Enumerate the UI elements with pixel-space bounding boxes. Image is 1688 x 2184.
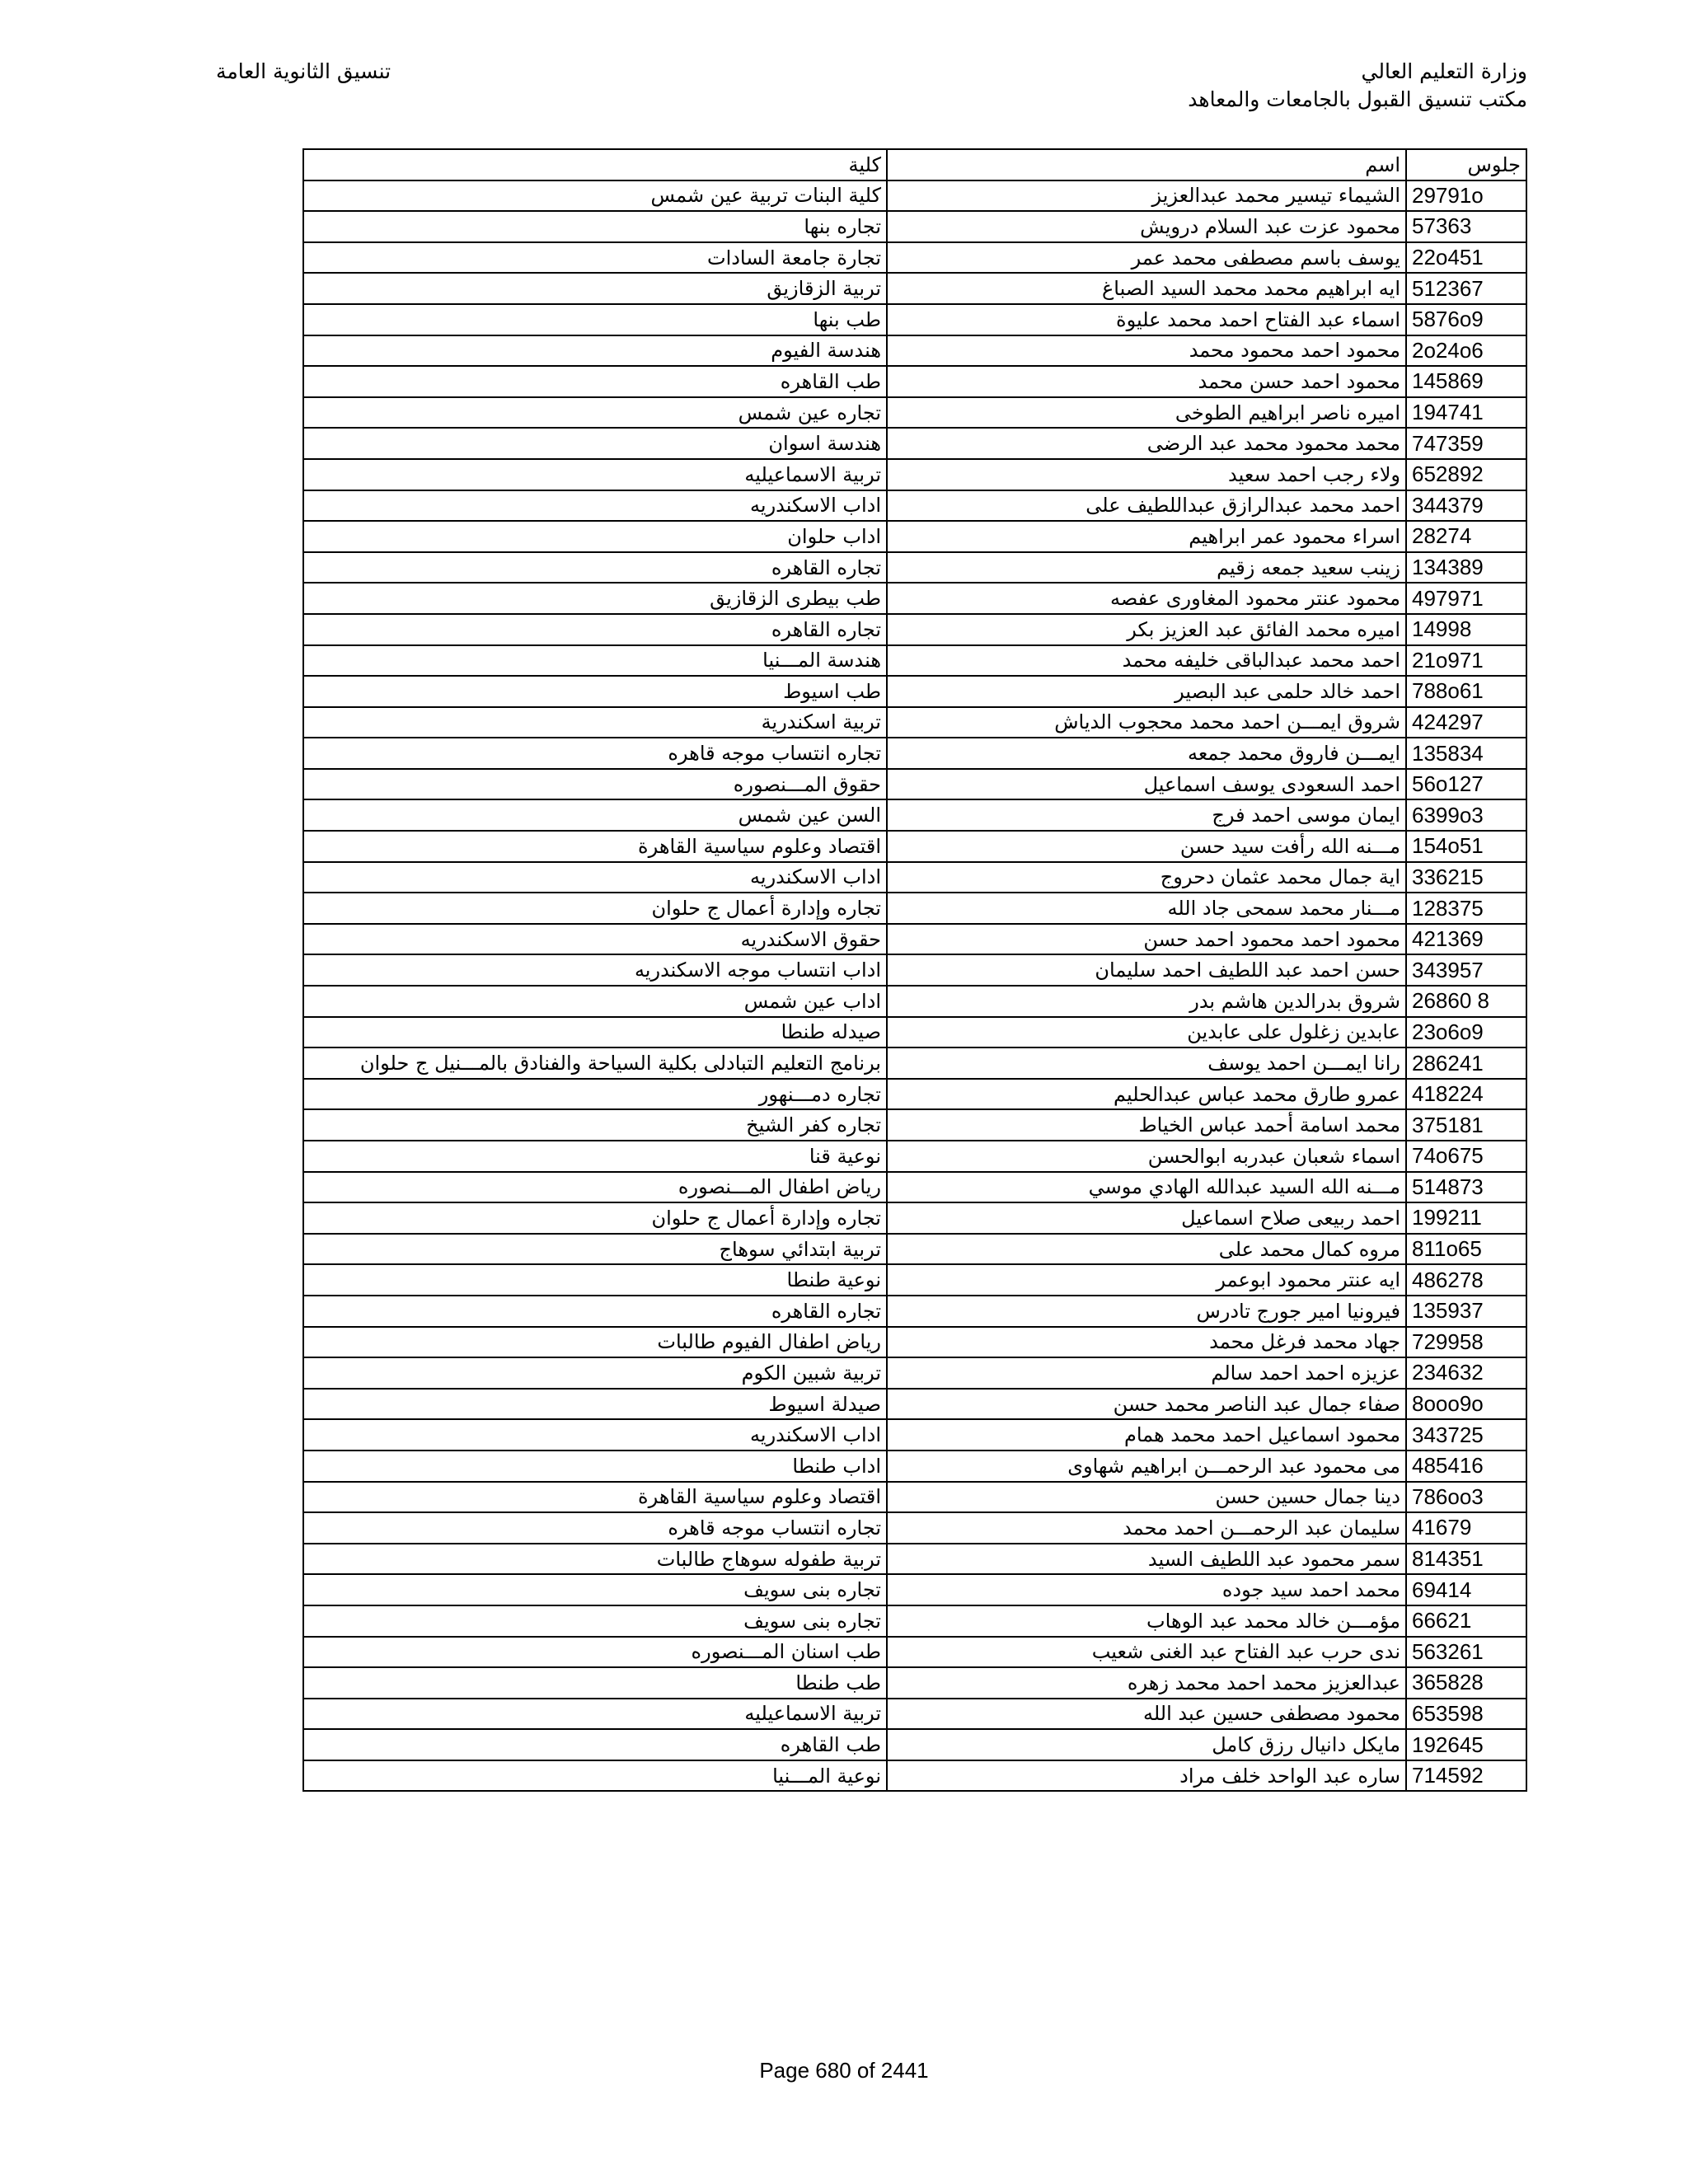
table-row xyxy=(303,397,1526,429)
student-name-cell: مروه كمال محمد على xyxy=(887,1234,1406,1265)
faculty-cell: تجارة جامعة السادات xyxy=(303,242,887,274)
seat-number-cell: 336215 xyxy=(1406,862,1526,893)
seat-number-cell: 26860 8 xyxy=(1406,986,1526,1017)
seat-number-cell: 192645 xyxy=(1406,1729,1526,1760)
seat-number-cell: 234632 xyxy=(1406,1357,1526,1389)
student-name-cell: ايمان موسى احمد فرج xyxy=(887,799,1406,831)
table-row xyxy=(303,521,1526,552)
seat-number-cell: 514873 xyxy=(1406,1172,1526,1203)
student-name-cell: ايه عنتر محمود ابوعمر xyxy=(887,1264,1406,1296)
faculty-cell: اداب انتساب موجه الاسكندريه xyxy=(303,954,887,986)
student-name-cell: محمود احمد محمود احمد حسن xyxy=(887,924,1406,955)
faculty-cell: تجاره كفر الشيخ xyxy=(303,1109,887,1141)
student-name-cell: محمود احمد حسن محمد xyxy=(887,366,1406,397)
student-name-cell: اسماء شعبان عبدربه ابوالحسن xyxy=(887,1141,1406,1172)
faculty-cell: تربية شبين الكوم xyxy=(303,1357,887,1389)
student-name-cell: عزيزه احمد احمد سالم xyxy=(887,1357,1406,1389)
table-row xyxy=(303,1172,1526,1203)
seat-number-cell: 418224 xyxy=(1406,1079,1526,1110)
seat-number-cell: 2o24o6 xyxy=(1406,335,1526,367)
faculty-cell: طب اسيوط xyxy=(303,676,887,707)
seat-number-cell: 653598 xyxy=(1406,1699,1526,1730)
table-row xyxy=(303,1047,1526,1079)
seat-number-cell: 128375 xyxy=(1406,893,1526,924)
student-name-cell: دينا جمال حسين حسن xyxy=(887,1482,1406,1513)
student-name-cell: جهاد محمد فرغل محمد xyxy=(887,1327,1406,1358)
table-row xyxy=(303,1482,1526,1513)
student-name-cell: مـــنار محمد سمحى جاد الله xyxy=(887,893,1406,924)
table-row xyxy=(303,428,1526,459)
table-row xyxy=(303,1667,1526,1699)
seat-number-cell: 135937 xyxy=(1406,1296,1526,1327)
table-row xyxy=(303,459,1526,490)
student-name-cell: فيرونيا امير جورج تادرس xyxy=(887,1296,1406,1327)
seat-number-cell: 486278 xyxy=(1406,1264,1526,1296)
faculty-cell: تربية الزقازيق xyxy=(303,273,887,304)
table-row xyxy=(303,1017,1526,1048)
faculty-cell: هندسة المـــنيا xyxy=(303,645,887,677)
seat-number-cell: 194741 xyxy=(1406,397,1526,429)
seat-number-cell: 5876o9 xyxy=(1406,304,1526,335)
faculty-cell: صيدله طنطا xyxy=(303,1017,887,1048)
table-row xyxy=(303,552,1526,583)
table-row xyxy=(303,1079,1526,1110)
table-row xyxy=(303,1729,1526,1760)
student-name-cell: سمر محمود عبد اللطيف السيد xyxy=(887,1544,1406,1575)
table-row xyxy=(303,862,1526,893)
faculty-cell: اقتصاد وعلوم سياسية القاهرة xyxy=(303,831,887,862)
seat-number-cell: 563261 xyxy=(1406,1637,1526,1668)
table-row xyxy=(303,738,1526,769)
student-name-cell: يوسف باسم مصطفى محمد عمر xyxy=(887,242,1406,274)
table-header-row xyxy=(303,149,1526,180)
faculty-cell: تجاره بنى سويف xyxy=(303,1574,887,1605)
seat-number-cell: 365828 xyxy=(1406,1667,1526,1699)
seat-number-cell: 41679 xyxy=(1406,1512,1526,1544)
table-row xyxy=(303,799,1526,831)
table-row xyxy=(303,304,1526,335)
faculty-cell: نوعية قنا xyxy=(303,1141,887,1172)
seat-number-cell: 343725 xyxy=(1406,1419,1526,1451)
faculty-cell: طب اسنان المـــنصوره xyxy=(303,1637,887,1668)
seat-number-cell: 421369 xyxy=(1406,924,1526,955)
seat-number-cell: 8ooo9o xyxy=(1406,1389,1526,1420)
faculty-cell: اداب حلوان xyxy=(303,521,887,552)
seat-number-cell: 66621 xyxy=(1406,1605,1526,1637)
office-name: مكتب تنسيق القبول بالجامعات والمعاهد xyxy=(1188,87,1527,111)
student-name-cell: ساره عبد الواحد خلف مراد xyxy=(887,1760,1406,1792)
faculty-cell: تجاره بنى سويف xyxy=(303,1605,887,1637)
table-row xyxy=(303,273,1526,304)
table-row xyxy=(303,986,1526,1017)
student-name-cell: شروق بدرالدين هاشم بدر xyxy=(887,986,1406,1017)
seat-number-cell: 375181 xyxy=(1406,1109,1526,1141)
seat-number-cell: 344379 xyxy=(1406,490,1526,522)
table-row xyxy=(303,1637,1526,1668)
faculty-cell: طب بنها xyxy=(303,304,887,335)
seat-number-cell: 747359 xyxy=(1406,428,1526,459)
seat-number-cell: 22o451 xyxy=(1406,242,1526,274)
faculty-cell: تجاره انتساب موجه قاهره xyxy=(303,1512,887,1544)
table-row xyxy=(303,583,1526,614)
faculty-cell: طب طنطا xyxy=(303,1667,887,1699)
table-row xyxy=(303,1512,1526,1544)
faculty-cell: حقوق المـــنصوره xyxy=(303,769,887,800)
table-row xyxy=(303,1357,1526,1389)
seat-number-cell: 21o971 xyxy=(1406,645,1526,677)
faculty-cell: نوعية طنطا xyxy=(303,1264,887,1296)
seat-number-cell: 14998 xyxy=(1406,614,1526,645)
faculty-cell: تربية اسكندرية xyxy=(303,707,887,738)
seat-number-cell: 199211 xyxy=(1406,1202,1526,1234)
ministry-name: وزارة التعليم العالي xyxy=(1361,59,1527,83)
student-name-cell: احمد خالد حلمى عبد البصير xyxy=(887,676,1406,707)
faculty-cell: تجاره وإدارة أعمال ج حلوان xyxy=(303,1202,887,1234)
seat-number-cell: 28274 xyxy=(1406,521,1526,552)
seat-number-cell: 485416 xyxy=(1406,1451,1526,1482)
student-name-cell: حسن احمد عبد اللطيف احمد سليمان xyxy=(887,954,1406,986)
table-row xyxy=(303,893,1526,924)
student-name-cell: مؤمـــن خالد محمد عبد الوهاب xyxy=(887,1605,1406,1637)
seat-number-cell: 23o6o9 xyxy=(1406,1017,1526,1048)
student-name-cell: اسماء عبد الفتاح احمد محمد عليوة xyxy=(887,304,1406,335)
student-name-cell: محمد احمد سيد جوده xyxy=(887,1574,1406,1605)
table-row xyxy=(303,180,1526,212)
seat-number-cell: 714592 xyxy=(1406,1760,1526,1792)
table-row xyxy=(303,1296,1526,1327)
student-name-cell: مايكل دانيال رزق كامل xyxy=(887,1729,1406,1760)
table-row xyxy=(303,1234,1526,1265)
faculty-cell: تربية طفوله سوهاج طالبات xyxy=(303,1544,887,1575)
faculty-cell: تجاره عين شمس xyxy=(303,397,887,429)
student-name-cell: عمرو طارق محمد عباس عبدالحليم xyxy=(887,1079,1406,1110)
table-row xyxy=(303,1141,1526,1172)
coordination-header xyxy=(216,58,391,86)
faculty-cell: نوعية المـــنيا xyxy=(303,1760,887,1792)
seat-number-cell: 424297 xyxy=(1406,707,1526,738)
faculty-cell: برنامج التعليم التبادلى بكلية السياحة والفنادق بالمـــنيل ج حلوان xyxy=(303,1047,887,1079)
student-name-cell: رانا ايمـــن احمد يوسف xyxy=(887,1047,1406,1079)
student-name-cell: ندى حرب عبد الفتاح عبد الغنى شعيب xyxy=(887,1637,1406,1668)
student-name-cell: محمود اسماعيل احمد محمد همام xyxy=(887,1419,1406,1451)
seat-number-cell: 786oo3 xyxy=(1406,1482,1526,1513)
table-row xyxy=(303,242,1526,274)
student-name-cell: اميره محمد الفائق عبد العزيز بكر xyxy=(887,614,1406,645)
column-header-faculty: كلية xyxy=(303,149,887,180)
faculty-cell: كلية البنات تربية عين شمس xyxy=(303,180,887,212)
faculty-cell: تربية ابتدائي سوهاج xyxy=(303,1234,887,1265)
seat-number-cell: 811o65 xyxy=(1406,1234,1526,1265)
coordination-title: تنسيق الثانوية العامة xyxy=(216,59,392,83)
student-name-cell: مـــنه الله السيد عبدالله الهادي موسي xyxy=(887,1172,1406,1203)
student-name-cell: محمد محمود محمد عبد الرضى xyxy=(887,428,1406,459)
student-name-cell: ايه ابراهيم محمد محمد السيد الصباغ xyxy=(887,273,1406,304)
table-row xyxy=(303,366,1526,397)
faculty-cell: صيدلة اسيوط xyxy=(303,1389,887,1420)
table-row xyxy=(303,1699,1526,1730)
table-row xyxy=(303,614,1526,645)
student-name-cell: محمود عنتر محمود المغاورى عفصه xyxy=(887,583,1406,614)
student-name-cell: اية جمال محمد عثمان دحروج xyxy=(887,862,1406,893)
table-row xyxy=(303,1544,1526,1575)
faculty-cell: اداب الاسكندريه xyxy=(303,1419,887,1451)
table-row xyxy=(303,1419,1526,1451)
table-row xyxy=(303,1109,1526,1141)
table-row xyxy=(303,1264,1526,1296)
faculty-cell: اداب عين شمس xyxy=(303,986,887,1017)
student-name-cell: احمد السعودى يوسف اسماعيل xyxy=(887,769,1406,800)
student-name-cell: اسراء محمود عمر ابراهيم xyxy=(887,521,1406,552)
seat-number-cell: 154o51 xyxy=(1406,831,1526,862)
table-row xyxy=(303,924,1526,955)
seat-number-cell: 652892 xyxy=(1406,459,1526,490)
student-name-cell: احمد ربيعى صلاح اسماعيل xyxy=(887,1202,1406,1234)
faculty-cell: تجاره القاهره xyxy=(303,1296,887,1327)
student-name-cell: محمد اسامة أحمد عباس الخياط xyxy=(887,1109,1406,1141)
student-name-cell: مى محمود عبد الرحمـــن ابراهيم شهاوى xyxy=(887,1451,1406,1482)
seat-number-cell: 134389 xyxy=(1406,552,1526,583)
student-name-cell: شروق ايمـــن احمد محمد محجوب الدياش xyxy=(887,707,1406,738)
student-name-cell: مـــنه الله رأفت سيد حسن xyxy=(887,831,1406,862)
faculty-cell: تربية الاسماعيليه xyxy=(303,1699,887,1730)
faculty-cell: هندسة اسوان xyxy=(303,428,887,459)
table-row xyxy=(303,1760,1526,1792)
seat-number-cell: 145869 xyxy=(1406,366,1526,397)
ministry-header xyxy=(1188,58,1527,114)
table-row xyxy=(303,1389,1526,1420)
seat-number-cell: 6399o3 xyxy=(1406,799,1526,831)
seat-number-cell: 512367 xyxy=(1406,273,1526,304)
table-row xyxy=(303,954,1526,986)
seat-number-cell: 286241 xyxy=(1406,1047,1526,1079)
faculty-cell: تجاره القاهره xyxy=(303,552,887,583)
faculty-cell: تجاره دمـــنهور xyxy=(303,1079,887,1110)
table-row xyxy=(303,769,1526,800)
faculty-cell: تجاره وإدارة أعمال ج حلوان xyxy=(303,893,887,924)
table-row xyxy=(303,676,1526,707)
student-name-cell: عبدالعزيز محمد احمد محمد زهره xyxy=(887,1667,1406,1699)
faculty-cell: تجاره انتساب موجه قاهره xyxy=(303,738,887,769)
table-row xyxy=(303,211,1526,242)
table-body xyxy=(303,180,1526,1792)
seat-number-cell: 57363 xyxy=(1406,211,1526,242)
faculty-cell: تجاره القاهره xyxy=(303,614,887,645)
seat-number-cell: 729958 xyxy=(1406,1327,1526,1358)
faculty-cell: اداب الاسكندريه xyxy=(303,862,887,893)
student-name-cell: احمد محمد عبدالباقى خليفه محمد xyxy=(887,645,1406,677)
results-table xyxy=(302,148,1527,1792)
seat-number-cell: 69414 xyxy=(1406,1574,1526,1605)
table-row xyxy=(303,335,1526,367)
seat-number-cell: 135834 xyxy=(1406,738,1526,769)
student-name-cell: زينب سعيد جمعه زقيم xyxy=(887,552,1406,583)
table-row xyxy=(303,490,1526,522)
table-row xyxy=(303,645,1526,677)
faculty-cell: رياض اطفال المـــنصوره xyxy=(303,1172,887,1203)
faculty-cell: تجاره بنها xyxy=(303,211,887,242)
page-number: Page 680 of 2441 xyxy=(759,2058,929,2083)
faculty-cell: تربية الاسماعيليه xyxy=(303,459,887,490)
student-name-cell: اميره ناصر ابراهيم الطوخى xyxy=(887,397,1406,429)
seat-number-cell: 56o127 xyxy=(1406,769,1526,800)
faculty-cell: هندسة الفيوم xyxy=(303,335,887,367)
seat-number-cell: 29791o xyxy=(1406,180,1526,212)
faculty-cell: طب بيطرى الزقازيق xyxy=(303,583,887,614)
student-name-cell: سليمان عبد الرحمـــن احمد محمد xyxy=(887,1512,1406,1544)
faculty-cell: رياض اطفال الفيوم طالبات xyxy=(303,1327,887,1358)
column-header-name: اسم xyxy=(887,149,1406,180)
faculty-cell: طب القاهره xyxy=(303,1729,887,1760)
table-row xyxy=(303,1327,1526,1358)
faculty-cell: اقتصاد وعلوم سياسية القاهرة xyxy=(303,1482,887,1513)
faculty-cell: اداب الاسكندريه xyxy=(303,490,887,522)
table-row xyxy=(303,707,1526,738)
student-name-cell: محمود احمد محمود محمد xyxy=(887,335,1406,367)
column-header-seat: جلوس xyxy=(1406,149,1526,180)
student-name-cell: محمود مصطفى حسين عبد الله xyxy=(887,1699,1406,1730)
student-name-cell: ولاء رجب احمد سعيد xyxy=(887,459,1406,490)
seat-number-cell: 343957 xyxy=(1406,954,1526,986)
student-name-cell: ايمـــن فاروق محمد جمعه xyxy=(887,738,1406,769)
table-row xyxy=(303,831,1526,862)
table-row xyxy=(303,1605,1526,1637)
student-name-cell: احمد محمد عبدالرازق عبداللطيف على xyxy=(887,490,1406,522)
seat-number-cell: 814351 xyxy=(1406,1544,1526,1575)
student-name-cell: الشيماء تيسير محمد عبدالعزيز xyxy=(887,180,1406,212)
faculty-cell: اداب طنطا xyxy=(303,1451,887,1482)
seat-number-cell: 74o675 xyxy=(1406,1141,1526,1172)
student-name-cell: محمود عزت عبد السلام درويش xyxy=(887,211,1406,242)
seat-number-cell: 788o61 xyxy=(1406,676,1526,707)
faculty-cell: السن عين شمس xyxy=(303,799,887,831)
table-row xyxy=(303,1451,1526,1482)
seat-number-cell: 497971 xyxy=(1406,583,1526,614)
table-row xyxy=(303,1202,1526,1234)
faculty-cell: حقوق الاسكندريه xyxy=(303,924,887,955)
student-name-cell: عابدين زغلول على عابدين xyxy=(887,1017,1406,1048)
student-name-cell: صفاء جمال عبد الناصر محمد حسن xyxy=(887,1389,1406,1420)
table-row xyxy=(303,1574,1526,1605)
faculty-cell: طب القاهره xyxy=(303,366,887,397)
